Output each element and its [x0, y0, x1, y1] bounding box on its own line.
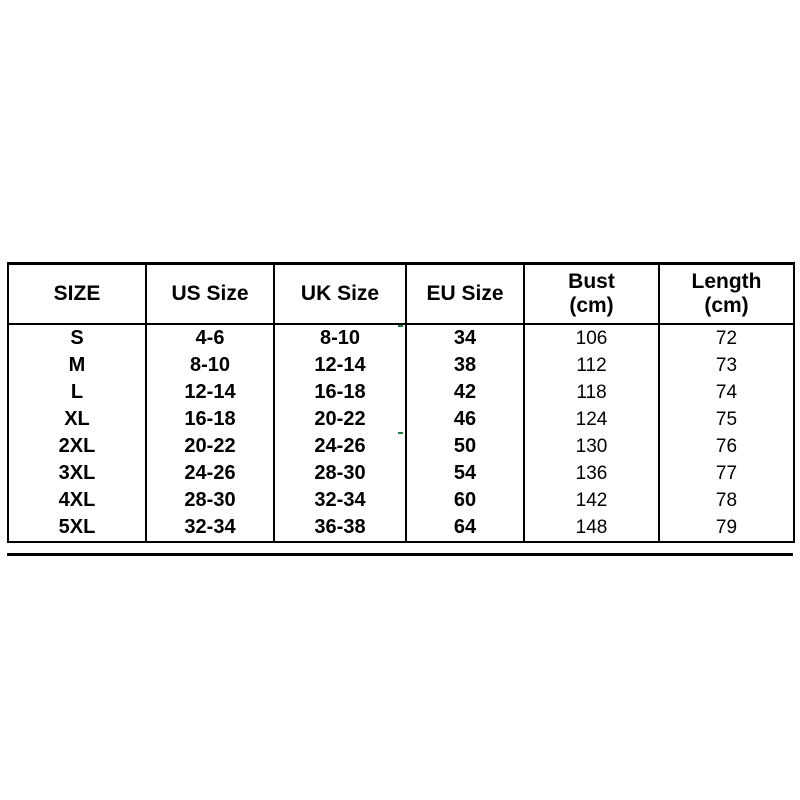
cell-bust: 124	[524, 406, 659, 433]
table-row	[8, 514, 794, 542]
column-header-bust	[524, 264, 659, 325]
cell-uk: 24-26	[274, 433, 406, 460]
cell-size: 5XL	[8, 514, 146, 542]
cell-eu: 42	[406, 379, 524, 406]
size-chart-table	[7, 262, 795, 543]
cell-bust: 142	[524, 487, 659, 514]
cell-us: 32-34	[146, 514, 274, 542]
column-header-us-size-label: US Size	[171, 282, 249, 306]
table-row	[8, 324, 794, 352]
cell-us: 8-10	[146, 352, 274, 379]
cell-us: 28-30	[146, 487, 274, 514]
cell-size: 2XL	[8, 433, 146, 460]
cell-us: 20-22	[146, 433, 274, 460]
size-chart-container	[7, 262, 793, 556]
cell-uk: 12-14	[274, 352, 406, 379]
cell-length: 78	[659, 487, 794, 514]
cell-uk: 20-22	[274, 406, 406, 433]
cell-uk: 8-10	[274, 324, 406, 352]
green-tick-mark-top	[398, 325, 403, 327]
cell-length: 75	[659, 406, 794, 433]
cell-eu: 60	[406, 487, 524, 514]
cell-us: 4-6	[146, 324, 274, 352]
column-header-length-label: Length	[691, 270, 762, 294]
column-header-size-label: SIZE	[53, 282, 101, 306]
cell-eu: 38	[406, 352, 524, 379]
cell-length: 77	[659, 460, 794, 487]
cell-length: 72	[659, 324, 794, 352]
column-header-size	[8, 264, 146, 325]
column-header-uk-size	[274, 264, 406, 325]
cell-size: M	[8, 352, 146, 379]
cell-uk: 32-34	[274, 487, 406, 514]
cell-us: 16-18	[146, 406, 274, 433]
cell-bust: 136	[524, 460, 659, 487]
column-header-uk-size-label: UK Size	[300, 282, 380, 306]
cell-uk: 16-18	[274, 379, 406, 406]
cell-bust: 148	[524, 514, 659, 542]
column-header-bust-unit: (cm)	[569, 294, 614, 317]
cell-eu: 50	[406, 433, 524, 460]
column-header-length-unit: (cm)	[704, 294, 749, 317]
cell-size: 3XL	[8, 460, 146, 487]
cell-size: XL	[8, 406, 146, 433]
cell-uk: 28-30	[274, 460, 406, 487]
cell-eu: 64	[406, 514, 524, 542]
cell-bust: 112	[524, 352, 659, 379]
cell-bust: 106	[524, 324, 659, 352]
cell-length: 76	[659, 433, 794, 460]
column-header-us-size	[146, 264, 274, 325]
column-header-eu-size-label: EU Size	[426, 282, 504, 306]
green-tick-mark-middle	[398, 432, 403, 434]
cell-bust: 130	[524, 433, 659, 460]
cell-eu: 46	[406, 406, 524, 433]
table-bottom-rule	[7, 553, 793, 556]
cell-length: 79	[659, 514, 794, 542]
cell-us: 12-14	[146, 379, 274, 406]
table-row	[8, 352, 794, 379]
cell-length: 74	[659, 379, 794, 406]
table-row	[8, 406, 794, 433]
table-row	[8, 379, 794, 406]
table-header-row	[8, 264, 794, 325]
cell-uk: 36-38	[274, 514, 406, 542]
table-row	[8, 460, 794, 487]
column-header-length	[659, 264, 794, 325]
table-row	[8, 487, 794, 514]
cell-us: 24-26	[146, 460, 274, 487]
cell-bust: 118	[524, 379, 659, 406]
cell-size: S	[8, 324, 146, 352]
cell-eu: 54	[406, 460, 524, 487]
column-header-eu-size	[406, 264, 524, 325]
cell-size: 4XL	[8, 487, 146, 514]
cell-length: 73	[659, 352, 794, 379]
table-row	[8, 433, 794, 460]
cell-eu: 34	[406, 324, 524, 352]
cell-size: L	[8, 379, 146, 406]
table-header	[8, 264, 794, 325]
column-header-bust-label: Bust	[568, 270, 615, 294]
